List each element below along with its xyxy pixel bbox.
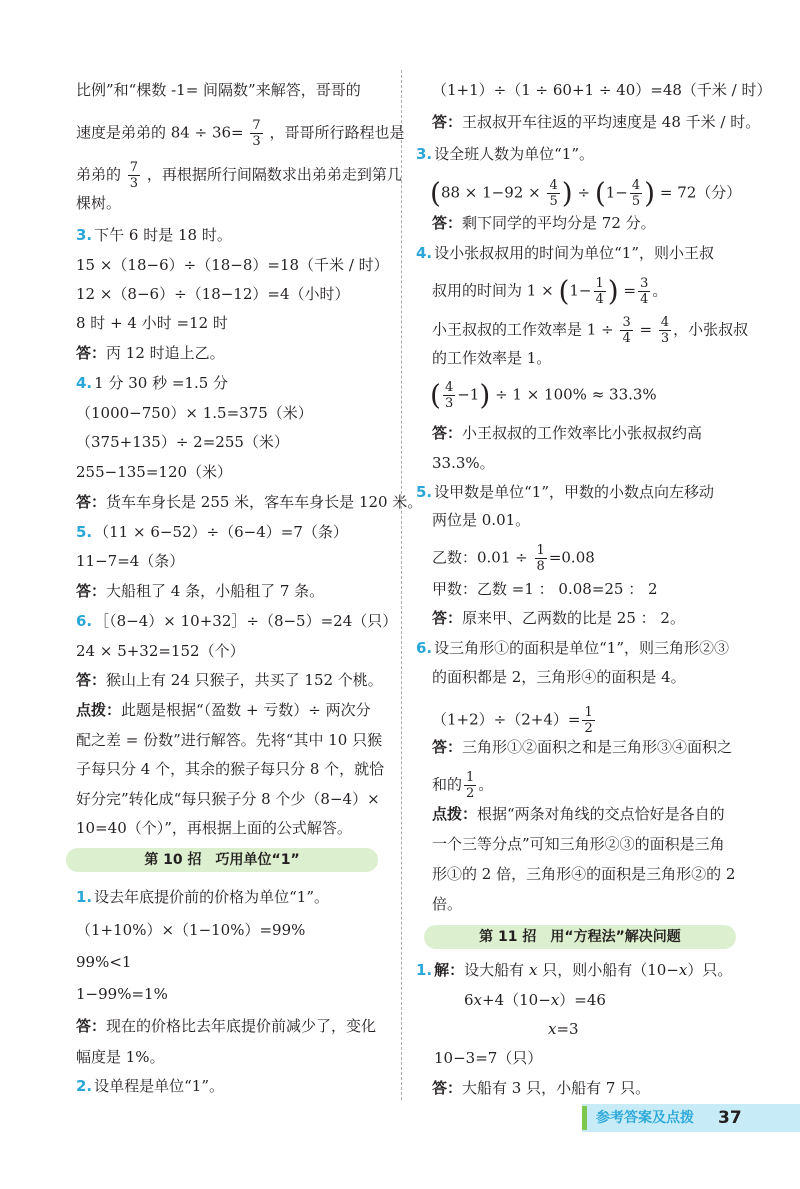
answer-line: 33.3%。 (432, 454, 495, 472)
question-number: 5. (76, 523, 93, 541)
tip-line: 点拨：根据“两条对角线的交点恰好是各自的 (432, 805, 725, 823)
answer-line: 答：货车车身长是 255 米，客车车身长是 120 米。 (76, 493, 423, 511)
answer-line: 答：大船有 3 只，小船有 7 只。 (432, 1079, 651, 1097)
tip-line: 子每只分 4 个，其余的猴子每只分 8 个，就恰 (76, 760, 385, 778)
fraction: $\frac{1}{8}$ (536, 543, 545, 574)
fraction: $\frac{7}{3}$ (129, 160, 139, 191)
text-line: 棵树。 (76, 194, 122, 212)
fraction: $\frac{1}{2}$ (466, 770, 475, 801)
answer-label: 答： (76, 671, 107, 689)
answer-line: 幅度是 1%。 (76, 1048, 165, 1066)
fraction: $\frac{7}{3}$ (252, 118, 261, 149)
question-3: 3. 下午 6 时是 18 时。 (76, 226, 232, 244)
question-number: 3. (76, 226, 93, 244)
fraction: $\frac{1}{2}$ (584, 705, 593, 736)
equation-line: 99%<1 (76, 953, 132, 971)
text-line: 叔用的时间为 1 × (1− $\frac{1}{4}$ ) = $\frac{3}{4}$ 。 (432, 274, 668, 308)
answer-label: 答： (432, 1079, 463, 1097)
tip-line: 形①的 2 倍，三角形④的面积是三角形②的 2 (432, 865, 736, 883)
question-6: 6. 设三角形①的面积是单位“1”，则三角形②③ (416, 639, 730, 657)
question-4: 4. 1 分 30 秒 =1.5 分 (76, 374, 229, 392)
answer-label: 答： (76, 344, 107, 362)
text-line: 的面积都是 2，三角形④的面积是 4。 (432, 668, 686, 686)
question-number: 4. (416, 244, 433, 262)
tip-line: 好分完”转化成“每只猴子分 8 个少（8−4）× (76, 790, 380, 808)
equation-line: 1−99%=1% (76, 985, 168, 1003)
question-5: 5. （11 × 6−52）÷（6−4）=7（条） (76, 523, 348, 541)
answer-line: 答：猴山上有 24 只猴子，共买了 152 个桃。 (76, 671, 383, 689)
equation-line: 12 ×（8−6）÷（18−12）=4（小时） (76, 285, 350, 303)
answer-label: 答： (76, 493, 107, 511)
equation-line: （1+10%）×（1−10%）=99% (76, 921, 306, 939)
fraction: $\frac{4}{3}$ (444, 380, 454, 411)
answer-label: 答： (432, 424, 463, 442)
question-number: 6. (76, 612, 93, 630)
question-6: 6. ［（8−4）× 10+32］÷（8−5）=24（只） (76, 612, 398, 630)
text-line: 比例”和“棵数 -1= 间隔数”来解答，哥哥的 (76, 81, 361, 99)
answer-label: 答： (76, 582, 107, 600)
tip-label: 点拨： (76, 701, 122, 719)
question-number: 5. (416, 483, 433, 501)
equation-line: 10−3=7（只） (434, 1049, 543, 1067)
text-line: 的工作效率是 1。 (432, 349, 552, 367)
question-number: 1. (76, 888, 93, 906)
answer-label: 答： (432, 738, 463, 756)
equation-line: 甲数：乙数 =1 ： 0.08=25 ： 2 (432, 580, 658, 598)
text-line: 两位是 0.01。 (432, 511, 531, 529)
tip-line: 10=40（个）”，再根据上面的公式解答。 (76, 819, 352, 837)
footer-accent-bar (582, 1106, 587, 1130)
answer-line: 答：王叔叔开车往返的平均速度是 48 千米 / 时。 (432, 113, 761, 131)
answer-line: 答：大船租了 4 条，小船租了 7 条。 (76, 582, 325, 600)
equation-line: （375+135）÷ 2=255（米） (76, 433, 289, 451)
column-divider (401, 70, 402, 1100)
equation-line: （1+2）÷（2+4）= $\frac{1}{2}$ (432, 705, 593, 736)
answer-line: 答：小王叔叔的工作效率比小张叔叔约高 (432, 424, 703, 442)
question-2: 2. 设单程是单位“1”。 (76, 1077, 225, 1095)
equation-line: （1+1）÷（1 ÷ 60+1 ÷ 40）=48（千米 / 时） (432, 81, 772, 99)
solution-label: 解： (434, 961, 465, 979)
page-number: 37 (718, 1108, 742, 1128)
fraction: $\frac{4}{3}$ (660, 315, 670, 346)
answer-line: 答：原来甲、乙两数的比是 25 ： 2。 (432, 609, 685, 627)
fraction: $\frac{3}{4}$ (640, 276, 649, 307)
equation-line: ( $\frac{4}{3}$ −1) ÷ 1 × 100% ≈ 33.3% (430, 378, 657, 412)
question-number: 1. (416, 961, 433, 979)
question-number: 2. (76, 1077, 93, 1095)
question-number: 3. (416, 145, 433, 163)
question-3: 3. 设全班人数为单位“1”。 (416, 145, 595, 163)
tip-line: 倍。 (432, 895, 463, 913)
tip-line: 点拨：此题是根据“（盈数 + 亏数）÷ 两次分 (76, 701, 371, 719)
section-header-10: 第 10 招 巧用单位“1” (66, 848, 378, 872)
tip-line: 一个三等分点”可知三角形②③的面积是三角 (432, 835, 725, 853)
footer-label: 参考答案及点拨 (596, 1110, 694, 1126)
question-number: 6. (416, 639, 433, 657)
equation-line: 24 × 5+32=152（个） (76, 642, 245, 660)
tip-label: 点拨： (432, 805, 478, 823)
fraction: $\frac{4}{5}$ (631, 178, 641, 209)
question-1: 1. 设去年底提价前的价格为单位“1”。 (76, 888, 330, 906)
question-4: 4. 设小张叔叔用的时间为单位“1”，则小王叔 (416, 244, 715, 262)
equation-line: 15 ×（18−6）÷（18−8）=18（千米 / 时） (76, 256, 389, 274)
answer-label: 答： (432, 609, 463, 627)
equation-line: 11−7=4（条） (76, 552, 185, 570)
equation-line: 8 时 + 4 小时 =12 时 (76, 314, 228, 332)
fraction: $\frac{1}{4}$ (595, 276, 604, 307)
question-1: 1. 解：设大船有 x 只，则小船有（10−x）只。 (416, 961, 733, 979)
answer-line: 和的 $\frac{1}{2}$ 。 (432, 770, 494, 801)
equation-line: (88 × 1−92 × $\frac{4}{5}$ ) ÷ (1− $\frac{4}{5}$ ) = 72（分） (430, 176, 742, 210)
equation-line: 乙数：0.01 ÷ $\frac{1}{8}$ =0.08 (432, 543, 595, 574)
answer-line: 答：现在的价格比去年底提价前减少了，变化 (76, 1017, 377, 1035)
answer-label: 答： (432, 113, 463, 131)
answer-line: 答：剩下同学的平均分是 72 分。 (432, 214, 656, 232)
fraction: $\frac{3}{4}$ (622, 315, 631, 346)
answer-line: 答：丙 12 时追上乙。 (76, 344, 225, 362)
equation-line: x=3 (548, 1020, 579, 1038)
fraction: $\frac{4}{5}$ (549, 178, 558, 209)
equation-line: 255−135=120（米） (76, 463, 233, 481)
tip-line: 配之差 = 份数”进行解答。先将“其中 10 只猴 (76, 731, 383, 749)
answer-label: 答： (76, 1017, 107, 1035)
section-header-11: 第 11 招 用“方程法”解决问题 (424, 925, 736, 949)
text-line: 小王叔叔的工作效率是 1 ÷ $\frac{3}{4}$ = $\frac{4}{3}$ ，小张叔叔 (432, 315, 749, 346)
equation-line: 6x+4（10−x）=46 (464, 991, 606, 1009)
text-line: 速度是弟弟的 84 ÷ 36= $\frac{7}{3}$ ，哥哥所行路程也是 (76, 118, 405, 149)
page-footer (582, 1104, 800, 1132)
equation-line: （1000−750）× 1.5=375（米） (76, 404, 313, 422)
answer-line: 答：三角形①②面积之和是三角形③④面积之 (432, 738, 733, 756)
answer-label: 答： (432, 214, 463, 232)
question-5: 5. 设甲数是单位“1”，甲数的小数点向左移动 (416, 483, 715, 501)
text-line: 弟弟的 $\frac{7}{3}$ ，再根据所行间隔数求出弟弟走到第几 (76, 160, 402, 191)
question-number: 4. (76, 374, 93, 392)
